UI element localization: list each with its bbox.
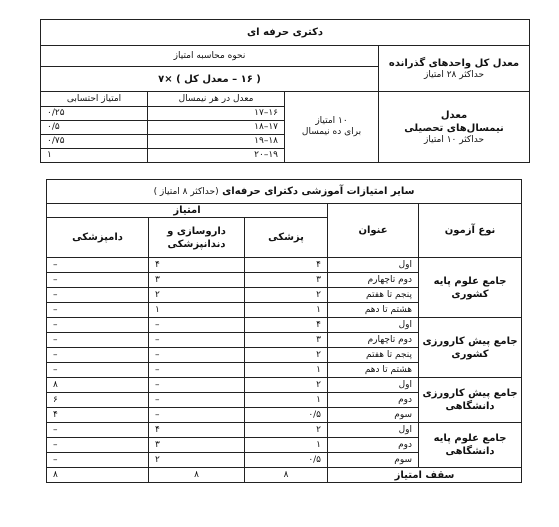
medicine-score: ۱: [245, 438, 328, 453]
pharmacy-score: –: [149, 393, 245, 408]
score-cell: ۱: [41, 149, 148, 163]
medicine-score: ۳: [245, 333, 328, 348]
rank-cell: هشتم تا دهم: [328, 363, 419, 378]
col-header-pharmacy-1: داروسازی و: [167, 225, 226, 237]
pharmacy-score: –: [149, 363, 245, 378]
avg-total-label: معدل کل واحدهای گذرانده: [388, 57, 520, 69]
exam-type-name-1: جامع پیش کارورزی: [422, 388, 518, 399]
exam-type-name-2: کشوری: [451, 348, 489, 360]
rank-cell: هشتم تا دهم: [328, 303, 419, 318]
col-header-pharmacy-2: دندانپزشکی: [167, 238, 226, 250]
exam-type-name-1: جامع پیش کارورزی: [422, 335, 518, 347]
pharmacy-score: ۲: [149, 288, 245, 303]
veterinary-score: –: [47, 438, 149, 453]
exam-type-cell: [419, 378, 522, 423]
ceiling-veterinary: ۸: [47, 468, 149, 483]
rank-cell: سوم: [328, 453, 419, 468]
col-header-exam-type: نوع آزمون: [419, 204, 522, 258]
medicine-score: ۳: [245, 273, 328, 288]
col-header-veterinary: دامپزشکی: [47, 218, 149, 258]
exam-row: [47, 318, 522, 333]
rank-cell: اول: [328, 258, 419, 273]
rank-cell: اول: [328, 423, 419, 438]
score-header: امتیاز: [47, 204, 328, 218]
veterinary-score: –: [47, 453, 149, 468]
veterinary-score: –: [47, 318, 149, 333]
medicine-score: ۱: [245, 393, 328, 408]
table-title: [47, 180, 522, 204]
avg-total-max: حداکثر ۲۸ امتیاز: [424, 69, 485, 80]
exam-type-cell: [419, 318, 522, 378]
table-title: دکتری حرفه ای: [41, 20, 530, 46]
semester-rule-cell: [285, 92, 379, 163]
range-cell: ۱۶–۱۷: [148, 107, 285, 121]
exam-type-name-2: دانشگاهی: [445, 401, 495, 412]
veterinary-score: ۴: [47, 408, 149, 423]
range-cell: ۱۸–۱۹: [148, 135, 285, 149]
semester-rule-1: ۱۰ امتیاز: [315, 116, 348, 126]
medicine-score: ۲: [245, 348, 328, 363]
col-header-medicine: پزشکی: [245, 218, 328, 258]
exam-groups: [47, 258, 522, 468]
rank-cell: اول: [328, 378, 419, 393]
medicine-score: ۲: [245, 288, 328, 303]
veterinary-score: –: [47, 303, 149, 318]
veterinary-score: –: [47, 333, 149, 348]
range-cell: ۱۷–۱۸: [148, 121, 285, 135]
exam-row: [47, 258, 522, 273]
exam-type-cell: [419, 258, 522, 318]
score-cell: ۰/۲۵: [41, 107, 148, 121]
calc-header: نحوه محاسبه امتیاز: [41, 46, 379, 67]
col-header-score: امتیاز احتسابی: [41, 92, 148, 107]
table-title-text: سایر امتیازات آموزشی دکترای حرفه‌ای: [222, 186, 415, 197]
rank-cell: دوم: [328, 393, 419, 408]
semester-max: حداکثر ۱۰ امتیاز: [424, 134, 485, 145]
semester-label-1: معدل: [440, 109, 468, 121]
veterinary-score: ۶: [47, 393, 149, 408]
medicine-score: ۰/۵: [245, 453, 328, 468]
pharmacy-score: –: [149, 408, 245, 423]
ceiling-row: [47, 468, 522, 483]
pharmacy-score: –: [149, 318, 245, 333]
gpa-score-table: [40, 19, 530, 163]
pharmacy-score: –: [149, 378, 245, 393]
rank-cell: دوم تاچهارم: [328, 273, 419, 288]
other-scores-table: [46, 179, 522, 483]
veterinary-score: –: [47, 288, 149, 303]
col-header-pharmacy: [149, 218, 245, 258]
exam-type-name-1: جامع علوم پایه: [433, 275, 507, 287]
rank-cell: دوم: [328, 438, 419, 453]
veterinary-score: –: [47, 423, 149, 438]
score-cell: ۰/۵: [41, 121, 148, 135]
pharmacy-score: ۴: [149, 258, 245, 273]
pharmacy-score: –: [149, 348, 245, 363]
rank-cell: پنجم تا هفتم: [328, 348, 419, 363]
veterinary-score: –: [47, 363, 149, 378]
veterinary-score: ۸: [47, 378, 149, 393]
exam-row: [47, 423, 522, 438]
rank-cell: اول: [328, 318, 419, 333]
pharmacy-score: –: [149, 333, 245, 348]
medicine-score: ۴: [245, 318, 328, 333]
semester-label-2: نیمسال‌های تحصیلی: [404, 122, 504, 134]
pharmacy-score: ۳: [149, 438, 245, 453]
veterinary-score: –: [47, 258, 149, 273]
medicine-score: ۲: [245, 423, 328, 438]
veterinary-score: –: [47, 273, 149, 288]
table-title-note: (حداکثر ۸ امتیاز ): [153, 187, 219, 197]
formula: ( ۱۶ – معدل کل ) ×۷: [41, 67, 379, 92]
rank-cell: پنجم تا هفتم: [328, 288, 419, 303]
rank-cell: دوم تاچهارم: [328, 333, 419, 348]
pharmacy-score: ۴: [149, 423, 245, 438]
exam-type-cell: [419, 423, 522, 468]
ceiling-medicine: ۸: [245, 468, 328, 483]
medicine-score: ۲: [245, 378, 328, 393]
pharmacy-score: ۱: [149, 303, 245, 318]
pharmacy-score: ۲: [149, 453, 245, 468]
col-header-title: عنوان: [328, 204, 419, 258]
ceiling-pharmacy: ۸: [149, 468, 245, 483]
exam-type-name-1: جامع علوم پایه: [433, 433, 507, 444]
ceiling-label: سقف امتیاز: [328, 468, 522, 483]
medicine-score: ۱: [245, 363, 328, 378]
exam-row: [47, 378, 522, 393]
medicine-score: ۰/۵: [245, 408, 328, 423]
veterinary-score: –: [47, 348, 149, 363]
avg-total-cell: [379, 46, 530, 92]
exam-type-name-2: کشوری: [451, 288, 489, 300]
medicine-score: ۴: [245, 258, 328, 273]
range-cell: ۱۹–۲۰: [148, 149, 285, 163]
semester-rule-2: برای ده نیمسال: [301, 127, 362, 137]
score-cell: ۰/۷۵: [41, 135, 148, 149]
exam-type-name-2: دانشگاهی: [445, 446, 495, 457]
medicine-score: ۱: [245, 303, 328, 318]
pharmacy-score: ۳: [149, 273, 245, 288]
rank-cell: سوم: [328, 408, 419, 423]
col-header-average: معدل در هر نیمسال: [148, 92, 285, 107]
semester-label-cell: [379, 92, 530, 163]
